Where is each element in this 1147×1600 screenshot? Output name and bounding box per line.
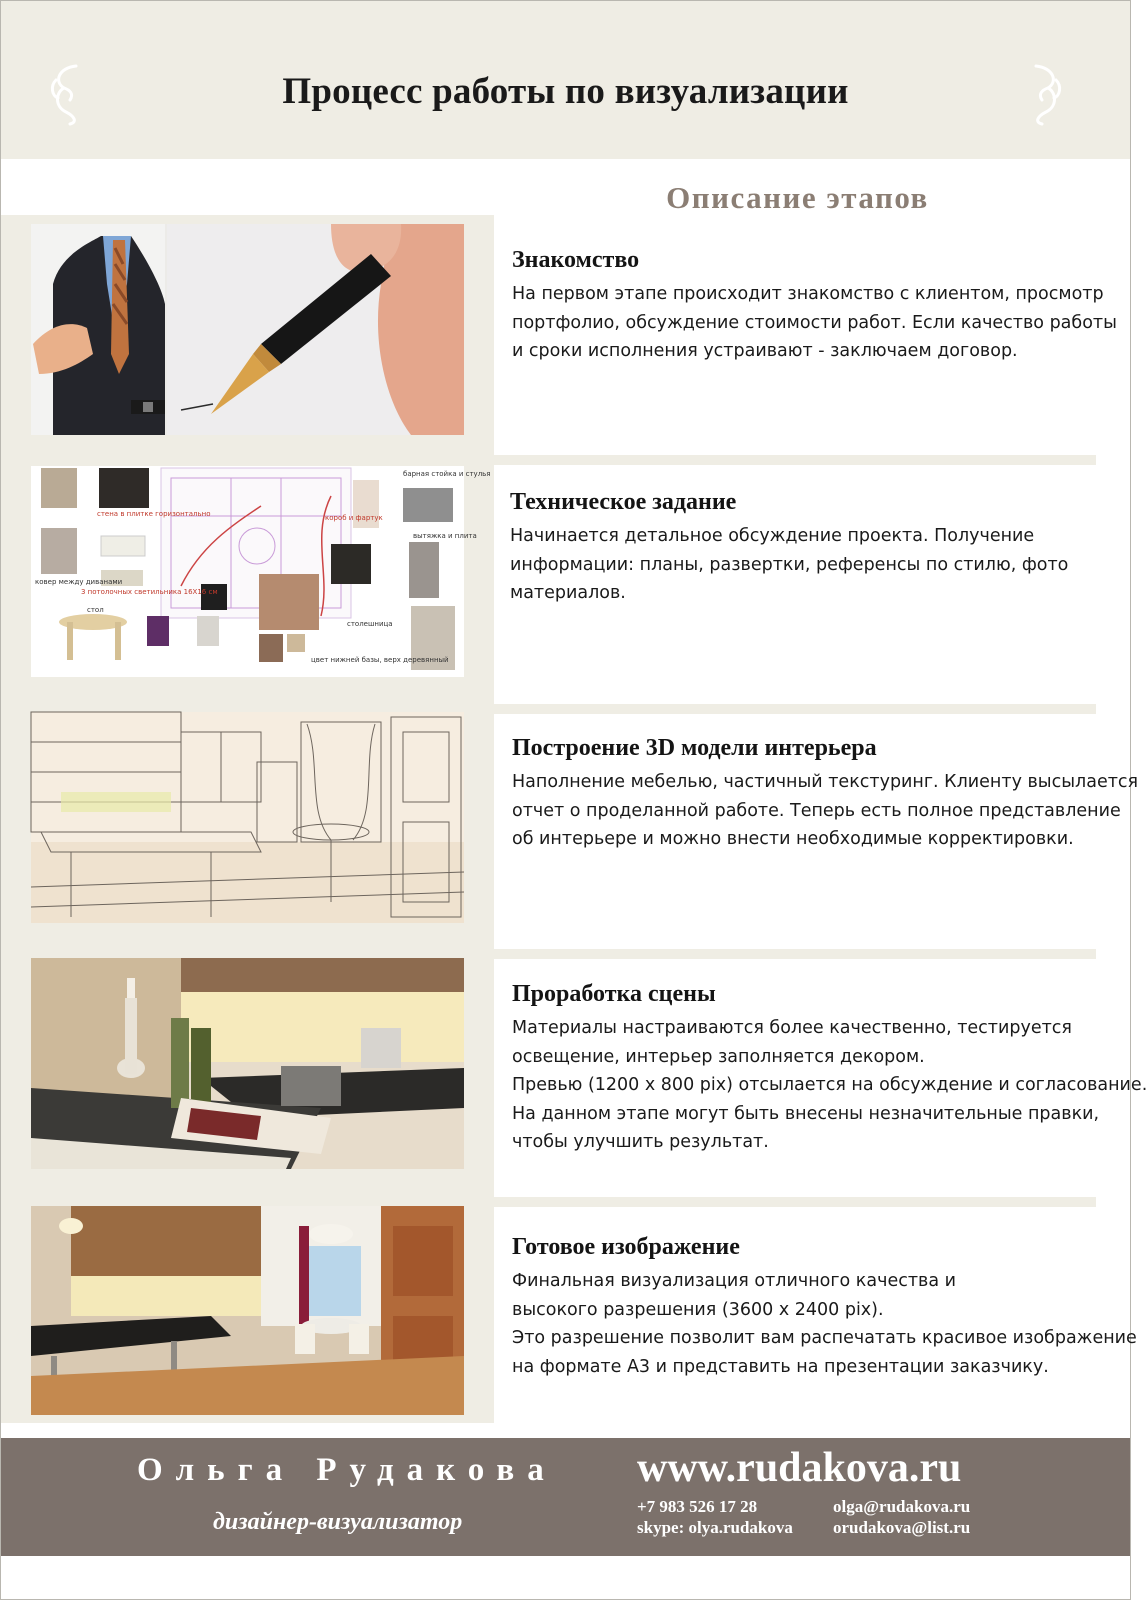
stage-1-text (512, 247, 1117, 366)
stage-title: Построение 3D модели интерьера (512, 735, 877, 761)
stage-line: Финальная визуализация отличного качества и (512, 1271, 956, 1291)
stage-3-image (31, 712, 464, 923)
stage-separator (494, 704, 1096, 714)
stage-line: Материалы настраиваются более качественно, тестируется (512, 1018, 1072, 1038)
collage-label-bar: барная стойка и стулья (403, 470, 491, 478)
stage-4-text (512, 981, 1147, 1157)
stage-line: материалов. (510, 583, 626, 603)
stage-3-text (512, 735, 1139, 854)
stage-separator (494, 949, 1096, 959)
stage-line: На первом этапе происходит знакомство с клиентом, просмотр (512, 284, 1104, 304)
stage-line: об интерьере и можно внести необходимые корректировки. (512, 829, 1074, 849)
stage-title: Проработка сцены (512, 981, 716, 1007)
stage-line: Это разрешение позволит вам распечатать красивое изображение (512, 1328, 1137, 1348)
email-secondary[interactable]: orudakova@list.ru (833, 1518, 971, 1537)
stage-line: информации: планы, развертки, референсы по стилю, фото (510, 554, 1069, 575)
collage-label-box: короб и фартук (325, 514, 383, 522)
collage-label-rug: ковер между диванами (35, 578, 123, 586)
stage-line: освещение, интерьер заполняется декором. (512, 1046, 925, 1067)
email-primary[interactable]: olga@rudakova.ru (833, 1497, 971, 1516)
stage-line: Превью (1200 х 800 pix) отсылается на обсуждение и согласование. (512, 1075, 1147, 1095)
stage-5-text (512, 1234, 1137, 1381)
stage-1-image (31, 224, 464, 435)
section-heading: Описание этапов (666, 180, 929, 215)
stage-5-image (31, 1206, 464, 1415)
collage-label-base: цвет нижней базы, верх деревянный (311, 656, 449, 664)
designer-name: Ольга Рудакова (137, 1452, 557, 1488)
designer-role: дизайнер-визуализатор (213, 1509, 463, 1535)
stage-2-text (510, 489, 1110, 608)
stage-line: Начинается детальное обсуждение проекта. Получение (510, 526, 1035, 546)
stage-4-image (31, 958, 464, 1169)
stage-line: На данном этапе могут быть внесены незначительные правки, (512, 1103, 1100, 1124)
stage-line: портфолио, обсуждение стоимости работ. Если качество работы (512, 312, 1117, 333)
stage-title: Техническое задание (510, 489, 737, 515)
collage-label-vent: вытяжка и плита (413, 532, 477, 540)
page-title: Процесс работы по визуализации (282, 71, 849, 112)
stage-separator (494, 455, 1096, 465)
phone-number[interactable]: +7 983 526 17 28 (637, 1497, 758, 1516)
stage-2-image (31, 466, 491, 677)
stage-line: отчет о проделанной работе. Теперь есть полное представление (512, 800, 1121, 821)
stage-line: на формате А3 и представить на презентации заказчику. (512, 1356, 1049, 1377)
stage-line: высокого разрешения (3600 х 2400 pix). (512, 1299, 884, 1320)
stage-title: Знакомство (512, 247, 640, 273)
collage-label-counter: столешница (347, 620, 393, 628)
stage-line: Наполнение мебелью, частичный текстуринг. Клиенту высылается (512, 772, 1139, 792)
website-link[interactable]: www.rudakova.ru (637, 1445, 962, 1491)
collage-label-table: стол (87, 606, 104, 614)
stage-title: Готовое изображение (512, 1234, 740, 1260)
collage-label-wall: стена в плитке горизонтально (97, 510, 211, 518)
skype-contact[interactable]: skype: olya.rudakova (637, 1518, 793, 1537)
stage-separator (494, 1197, 1096, 1207)
stage-line: чтобы улучшить результат. (512, 1132, 769, 1152)
collage-label-lights: 3 потолочных светильника 16Х16 см (81, 588, 218, 596)
stage-line: и сроки исполнения устраивают - заключаем договор. (512, 341, 1018, 361)
